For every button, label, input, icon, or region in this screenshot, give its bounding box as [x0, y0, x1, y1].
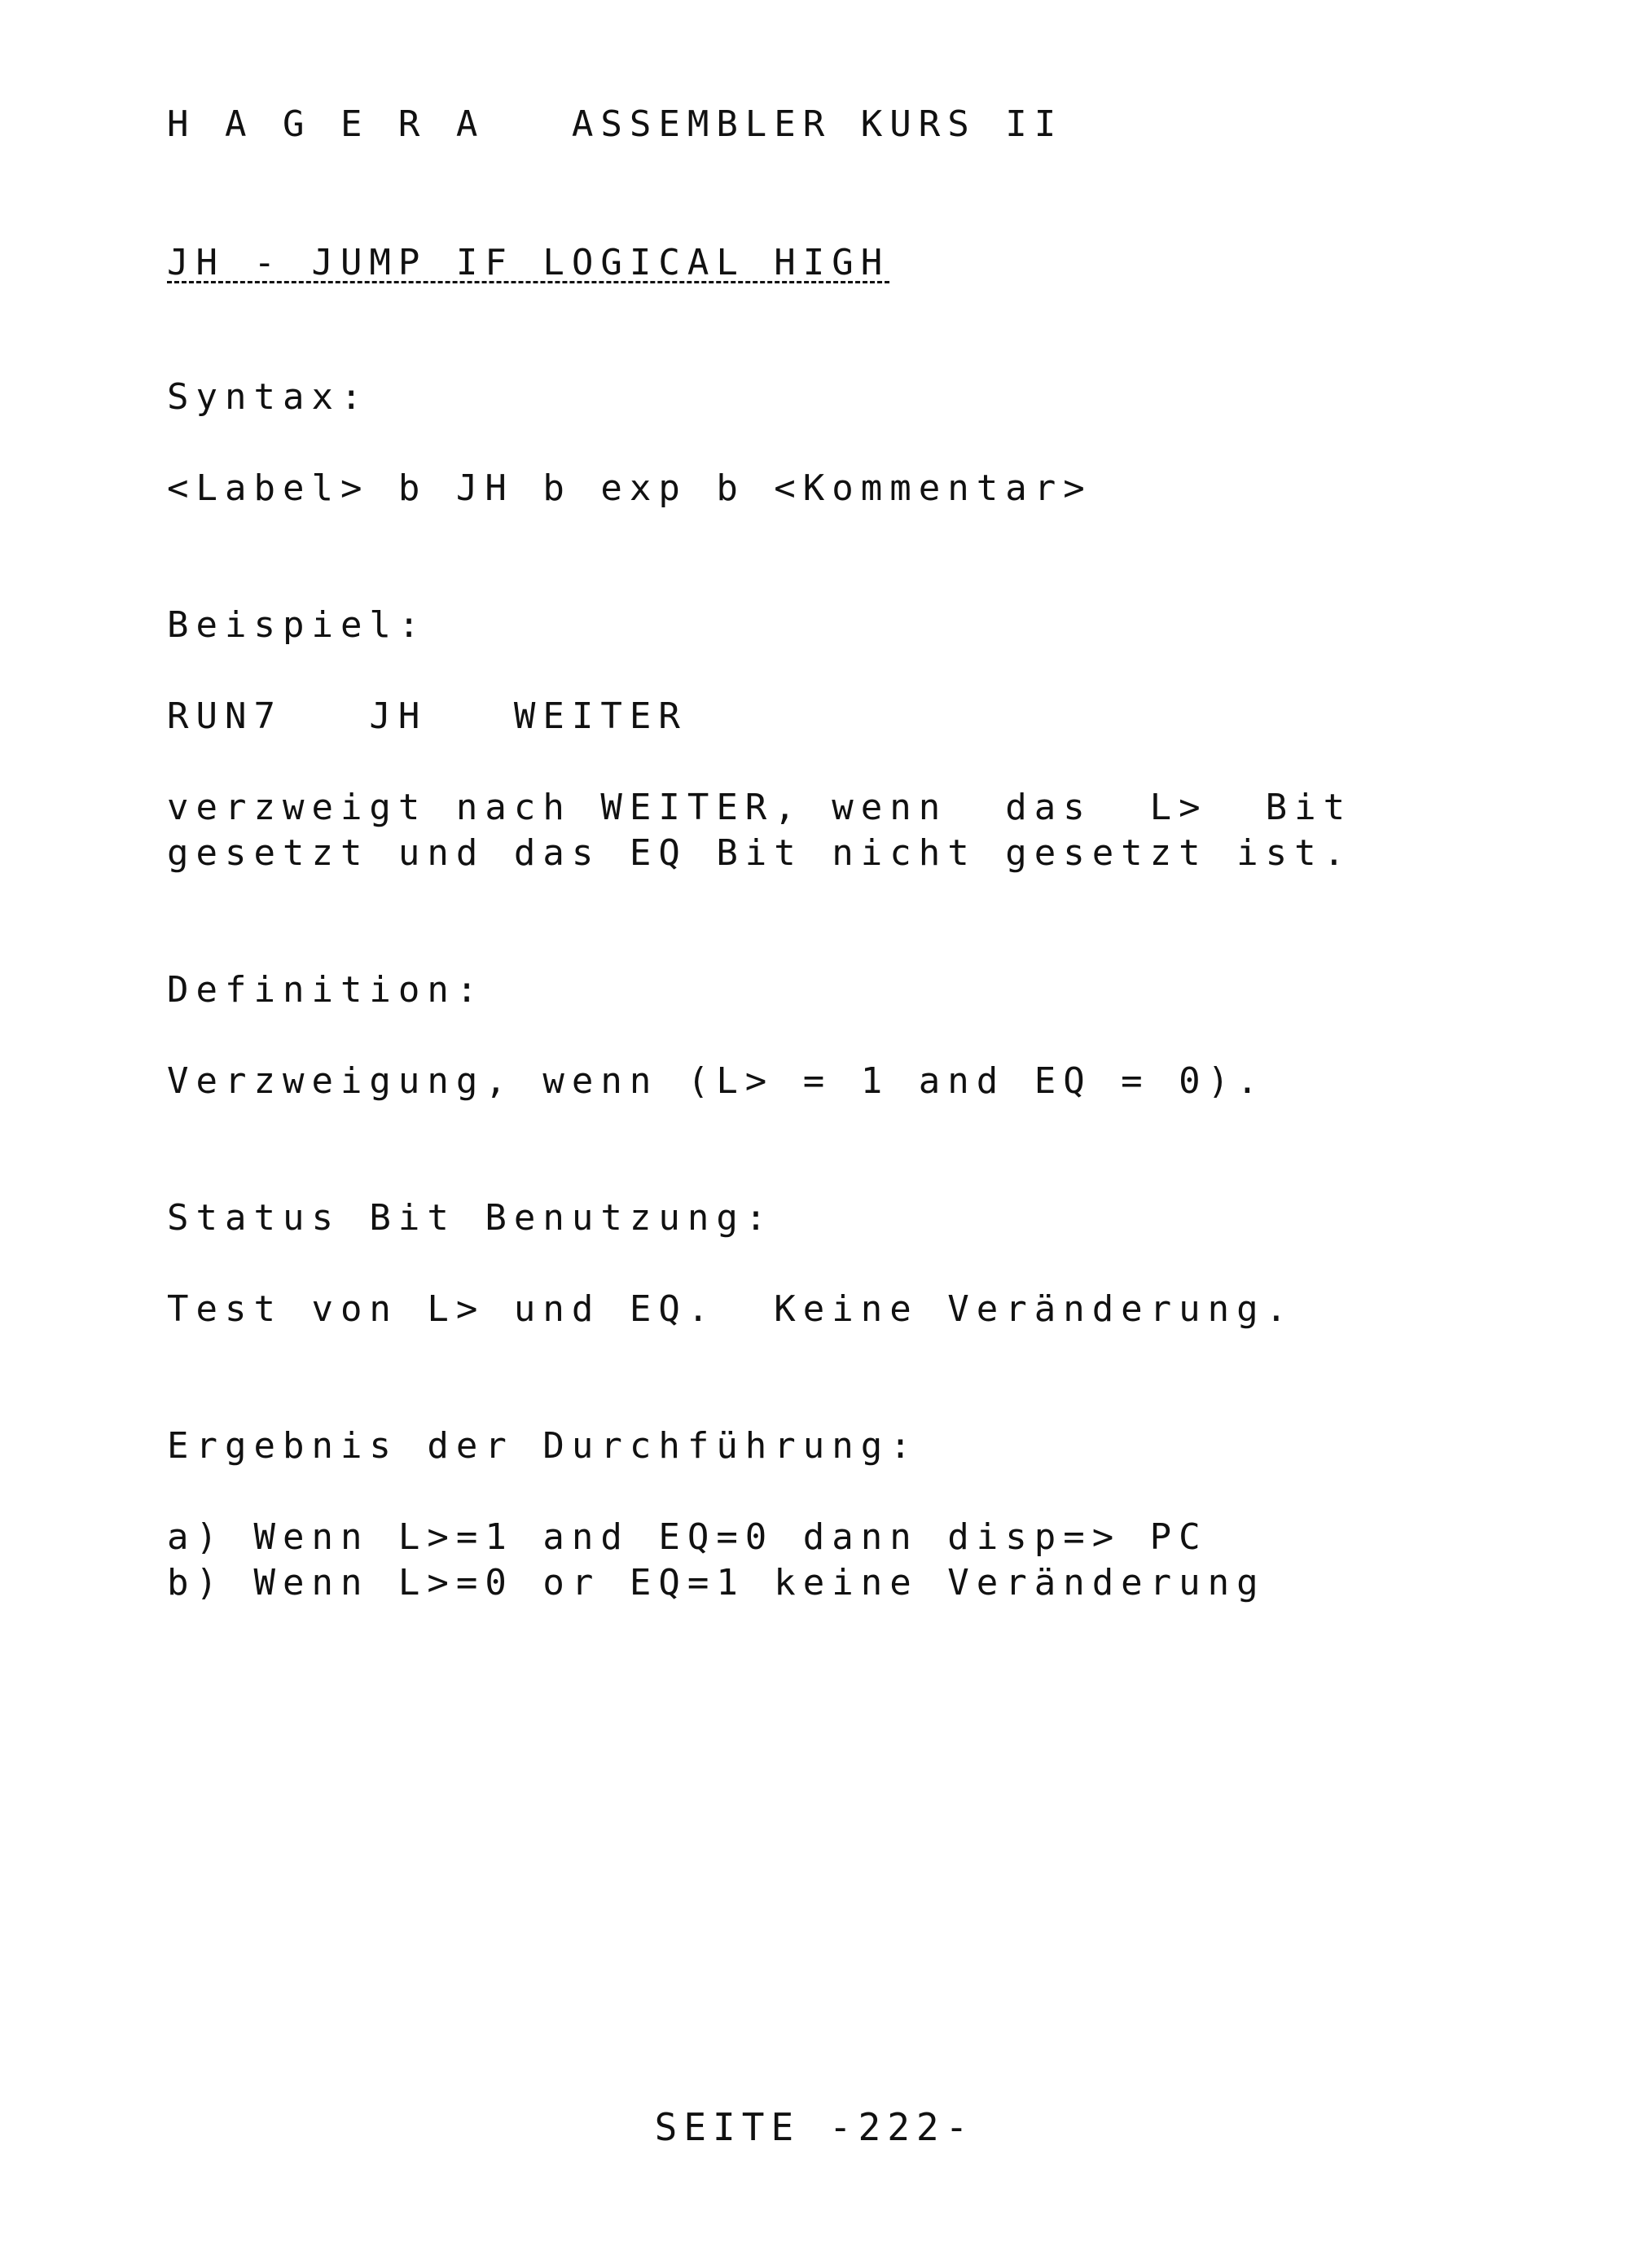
example-code: RUN7 JH WEITER — [167, 695, 687, 737]
result-line-a: a) Wenn L>=1 and EQ=0 dann disp=> PC — [167, 1516, 1208, 1558]
example-description-line-1: verzweigt nach WEITER, wenn das L> Bit — [167, 787, 1353, 828]
result-line-b: b) Wenn L>=0 or EQ=1 keine Veränderung — [167, 1562, 1266, 1603]
status-bits-text: Test von L> und EQ. Keine Veränderung. — [167, 1288, 1295, 1330]
example-label: Beispiel: — [167, 604, 428, 646]
example-description-line-2: gesetzt und das EQ Bit nicht gesetzt ist. — [167, 832, 1353, 874]
section-title: JH - JUMP IF LOGICAL HIGH — [167, 242, 890, 283]
result-label: Ergebnis der Durchführung: — [167, 1425, 919, 1467]
page-number: SEITE -222- — [654, 2105, 975, 2149]
syntax-label: Syntax: — [167, 376, 370, 418]
status-bits-label: Status Bit Benutzung: — [167, 1197, 775, 1239]
syntax-line: <Label> b JH b exp b <Kommentar> — [167, 467, 1092, 509]
definition-text: Verzweigung, wenn (L> = 1 and EQ = 0). — [167, 1060, 1266, 1102]
header-title: H A G E R A ASSEMBLER KURS II — [167, 103, 1064, 145]
definition-label: Definition: — [167, 969, 485, 1011]
